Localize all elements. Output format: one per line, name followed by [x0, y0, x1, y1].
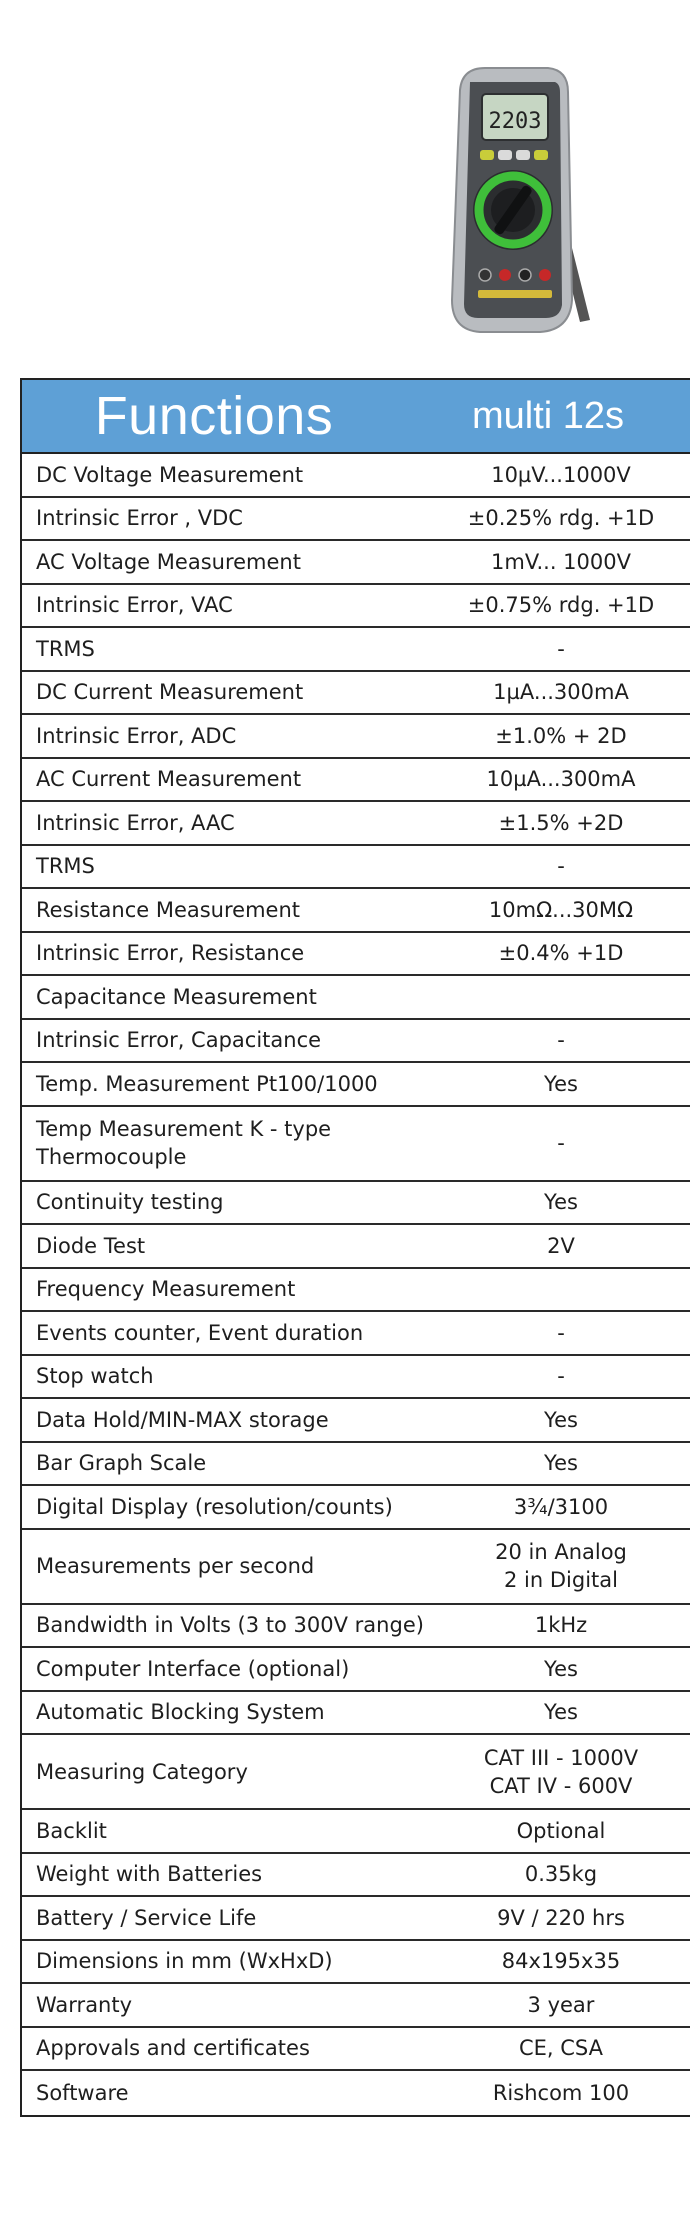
table-row [22, 585, 690, 629]
row-value: 3 year [527, 1992, 595, 2017]
table-row [22, 1063, 690, 1107]
row-value: - [557, 1028, 565, 1053]
row-value: - [557, 636, 565, 661]
row-label: Bar Graph Scale [36, 1451, 207, 1476]
row-label: Continuity testing [36, 1190, 224, 1215]
row-label: Computer Interface (optional) [36, 1656, 350, 1681]
row-value: Yes [544, 1451, 578, 1476]
row-label: Temp. Measurement Pt100/1000 [36, 1071, 378, 1096]
row-value: Yes [544, 1190, 578, 1215]
display-reading: 2203 [488, 109, 542, 134]
row-value: ±1.5% +2D [498, 810, 624, 835]
functions-heading: Functions [94, 386, 334, 446]
table-row [22, 889, 690, 933]
model-heading: multi 12s [471, 394, 625, 437]
table-row [22, 1443, 690, 1487]
row-label: Measuring Category [36, 1759, 248, 1784]
row-value: ±0.75% rdg. +1D [467, 593, 655, 618]
row-label: Battery / Service Life [36, 1905, 257, 1930]
table-row [22, 498, 690, 542]
row-value: 0.35kg [524, 1862, 598, 1887]
row-label: Diode Test [36, 1233, 146, 1258]
row-label: Warranty [36, 1992, 133, 2017]
table-row [22, 1605, 690, 1649]
table-row [22, 846, 690, 890]
table-row [22, 1530, 690, 1605]
row-value: - [557, 854, 565, 879]
row-label: Automatic Blocking System [36, 1700, 325, 1725]
row-value: Yes [544, 1407, 578, 1432]
table-row [22, 1182, 690, 1226]
row-label: Dimensions in mm (WxHxD) [36, 1949, 333, 1974]
table-row [22, 1020, 690, 1064]
table-row [22, 1225, 690, 1269]
row-label: Intrinsic Error, VAC [36, 593, 233, 618]
table-row [22, 1810, 690, 1854]
table-row [22, 1486, 690, 1530]
row-value: 84x195x35 [501, 1949, 621, 1974]
row-label: Intrinsic Error, Resistance [36, 941, 305, 966]
row-label: Events counter, Event duration [36, 1320, 364, 1345]
row-value: 1µA...300mA [493, 680, 629, 705]
row-label: Stop watch [36, 1364, 154, 1389]
spec-rows [22, 454, 690, 2115]
row-value: Yes [544, 1700, 578, 1725]
row-label: Temp Measurement K - type Thermocouple [36, 1117, 332, 1169]
row-value: 10mΩ...30MΩ [488, 897, 634, 922]
table-row [22, 672, 690, 716]
table-row [22, 1107, 690, 1182]
row-label: Intrinsic Error, AAC [36, 810, 235, 835]
row-value: ±1.0% + 2D [495, 723, 627, 748]
row-label: Resistance Measurement [36, 897, 301, 922]
row-value: 2V [547, 1233, 575, 1258]
row-label: Weight with Batteries [36, 1862, 263, 1887]
row-value: 10µV...1000V [491, 462, 631, 487]
row-label: Software [36, 2080, 129, 2105]
row-value: 1mV... 1000V [491, 549, 631, 574]
row-label: TRMS [36, 636, 95, 661]
table-header [22, 380, 690, 454]
row-label: AC Voltage Measurement [36, 549, 301, 574]
row-value: 9V / 220 hrs [497, 1905, 625, 1930]
row-label: Capacitance Measurement [36, 984, 317, 1009]
table-row [22, 1941, 690, 1985]
row-label: AC Current Measurement [36, 767, 302, 792]
row-label: Approvals and certificates [36, 2036, 310, 2061]
row-label: Digital Display (resolution/counts) [36, 1494, 393, 1519]
table-row [22, 2071, 690, 2115]
table-row [22, 2028, 690, 2072]
row-label: Intrinsic Error , VDC [36, 506, 243, 531]
table-row [22, 1312, 690, 1356]
table-row [22, 1735, 690, 1810]
row-value: ±0.25% rdg. +1D [467, 506, 655, 531]
table-row [22, 759, 690, 803]
table-row [22, 454, 690, 498]
row-label: Data Hold/MIN-MAX storage [36, 1407, 329, 1432]
row-label: Intrinsic Error, Capacitance [36, 1028, 322, 1053]
table-row [22, 1984, 690, 2028]
table-row [22, 541, 690, 585]
table-row [22, 1399, 690, 1443]
row-value: Yes [544, 1071, 578, 1096]
row-label: DC Voltage Measurement [36, 462, 304, 487]
row-label: DC Current Measurement [36, 680, 304, 705]
table-row [22, 1356, 690, 1400]
row-value: Optional [516, 1818, 606, 1843]
row-value: Yes [544, 1656, 578, 1681]
row-value: CE, CSA [518, 2036, 604, 2061]
table-row [22, 1854, 690, 1898]
row-value: 10µA...300mA [486, 767, 636, 792]
multimeter-icon [440, 50, 600, 350]
row-value: - [557, 1131, 565, 1155]
table-row [22, 1897, 690, 1941]
row-label: Intrinsic Error, ADC [36, 723, 237, 748]
table-row [22, 1692, 690, 1736]
row-value: CAT III - 1000V CAT IV - 600V [483, 1745, 639, 1798]
row-label: Frequency Measurement [36, 1277, 296, 1302]
multimeter-image [440, 50, 600, 350]
table-row [22, 933, 690, 977]
table-row [22, 1269, 690, 1313]
row-value: - [557, 1364, 565, 1389]
row-label: Backlit [36, 1818, 107, 1843]
row-value: 1kHz [534, 1613, 588, 1638]
row-value: - [557, 1320, 565, 1345]
row-value: 3¾/3100 [513, 1494, 609, 1519]
table-row [22, 1648, 690, 1692]
row-label: Bandwidth in Volts (3 to 300V range) [36, 1613, 424, 1638]
table-row [22, 715, 690, 759]
row-label: Measurements per second [36, 1554, 315, 1578]
spec-table [20, 378, 690, 2117]
table-row [22, 802, 690, 846]
row-value: 20 in Analog 2 in Digital [495, 1540, 627, 1592]
table-row [22, 628, 690, 672]
row-value: Rishcom 100 [492, 2080, 630, 2105]
table-row [22, 976, 690, 1020]
row-label: TRMS [36, 854, 95, 879]
row-value: ±0.4% +1D [498, 941, 624, 966]
